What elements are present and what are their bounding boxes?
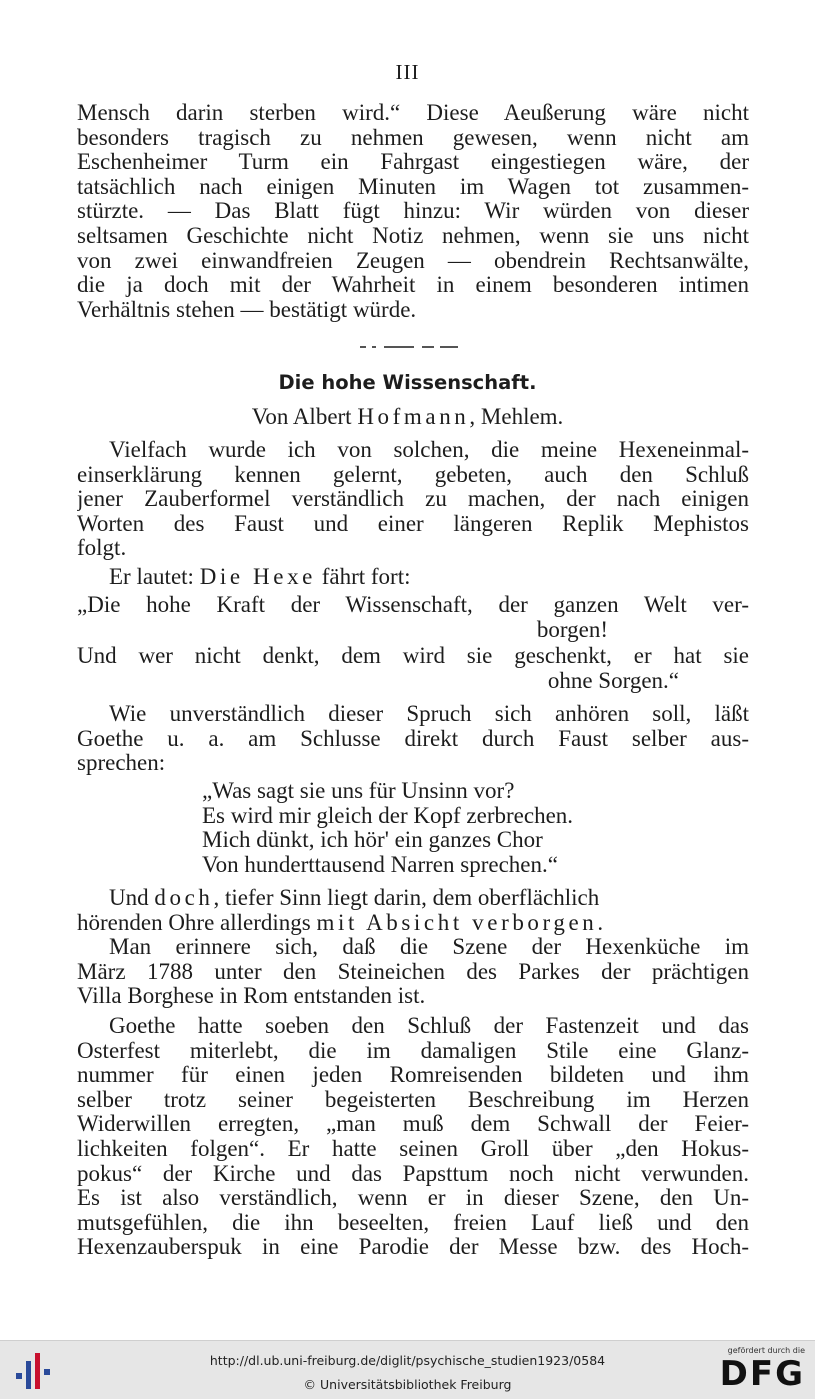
poem-line: „Was sagt sie uns für Unsinn vor?: [202, 778, 515, 803]
text-line: seltsamen Geschichte nicht Notiz nehmen, wenn sie uns nicht: [77, 223, 749, 248]
para2-prefix: Er lautet:: [109, 564, 194, 589]
text-line: Goethe hatte soeben den Schluß der Fastenzeit und das: [109, 1014, 749, 1038]
poem-line: Mich dünkt, ich hör' ein ganzes Chor: [202, 827, 543, 853]
para4-spaced: doch: [154, 885, 214, 910]
text-line: nummer für einen jeden Romreisenden bildeten und ihm: [77, 1063, 749, 1088]
text-line: Osterfest miterlebt, die im damaligen Stile eine Glanz-: [77, 1038, 749, 1063]
article-title: Die hohe Wissenschaft.: [278, 371, 537, 394]
text-line: Goethe u. a. am Schlusse direkt durch Faust selber aus-: [77, 726, 749, 751]
quote-line: „Die hohe Kraft der Wissenschaft, der ganzen Welt ver-: [77, 593, 749, 617]
text-line: folgt.: [77, 535, 127, 561]
viewer-footer: [0, 1340, 815, 1399]
text-line: Verhältnis stehen — bestätigt würde.: [77, 296, 417, 322]
quote-block: [77, 593, 749, 693]
article-byline: [0, 404, 815, 430]
paragraph-2: [77, 565, 749, 590]
para4-suffix: , tiefer Sinn liegt darin, dem oberflächlich: [213, 885, 600, 910]
section-divider: [360, 346, 470, 349]
text-line: Vielfach wurde ich von solchen, die meine Hexeneinmal-: [109, 438, 749, 462]
paragraph-5: [77, 935, 749, 1009]
text-line: März 1788 unter den Steineichen des Parkes der prächtigen: [77, 959, 749, 984]
para2-suffix: fährt fort:: [321, 564, 411, 589]
text-line: tatsächlich nach einigen Minuten im Wagen tot zusammen-: [77, 174, 749, 199]
quote-line: ohne Sorgen.“: [547, 667, 679, 693]
poem-line: Es wird mir gleich der Kopf zerbrechen.: [202, 802, 574, 828]
text-line: von zwei einwandfreien Zeugen — obendrein Rechtsanwälte,: [77, 248, 749, 273]
text-line: stürzte. — Das Blatt fügt hinzu: Wir würden von dieser: [77, 199, 749, 224]
dfg-logo[interactable]: DFG: [719, 1354, 805, 1394]
byline-author-name: Hofmann: [357, 404, 470, 429]
text-line: lichkeiten folgen“. Er hatte seinen Groll über „den Hokus-: [77, 1136, 749, 1161]
text-line: Mensch darin sterben wird.“ Diese Aeußerung wäre nicht: [77, 101, 749, 125]
text-line: Hexenzauberspuk in eine Parodie der Messe bzw. des Hoch-: [77, 1235, 749, 1260]
byline-suffix: , Mehlem.: [469, 404, 564, 429]
text-line: Worten des Faust und einer längeren Replik Mephistos: [77, 511, 749, 536]
dfg-tagline: gefördert durch die: [727, 1346, 805, 1355]
text-line: Widerwillen erregten, „man muß dem Schwall der Feier-: [77, 1112, 749, 1137]
copyright-text: © Universitätsbibliothek Freiburg: [303, 1377, 512, 1392]
para4-l2-spaced: mit Absicht verborgen: [316, 909, 598, 935]
goethe-poem: [202, 779, 702, 877]
para4-l2-suffix: .: [597, 909, 604, 935]
paragraph-1: [77, 438, 749, 561]
quote-line: borgen!: [536, 616, 608, 642]
text-line: Eschenheimer Turm ein Fahrgast eingestiegen wäre, der: [77, 150, 749, 175]
para4-l2-prefix: hörenden Ohre allerdings: [77, 909, 311, 935]
page-number: III: [395, 60, 420, 84]
text-line: mutsgefühlen, die ihn beseelten, freien Lauf ließ und den: [77, 1210, 749, 1235]
text-line: einserklärung kennen gelernt, gebeten, auch den Schluß: [77, 462, 749, 487]
text-line: [77, 886, 749, 911]
para2-spaced: Die Hexe: [199, 564, 316, 589]
paragraph-4: [77, 886, 749, 935]
top-paragraph: [77, 101, 749, 322]
quote-line: Und wer nicht denkt, dem wird sie geschenkt, er hat sie: [77, 644, 749, 669]
text-line: selber trotz seiner begeisterten Beschreibung im Herzen: [77, 1087, 749, 1112]
permalink-url[interactable]: http://dl.ub.uni-freiburg.de/diglit/psychische_studien1923/0584: [209, 1353, 606, 1368]
text-line: die ja doch mit der Wahrheit in einem besonderen intimen: [77, 273, 749, 298]
poem-line: Von hunderttausend Narren sprechen.“: [202, 851, 558, 877]
text-line: Man erinnere sich, daß die Szene der Hexenküche im: [109, 935, 749, 959]
text-line: besonders tragisch zu nehmen gewesen, wenn nicht am: [77, 125, 749, 150]
text-line: Es ist also verständlich, wenn er in dieser Szene, den Un-: [77, 1186, 749, 1211]
text-line: [77, 565, 749, 590]
text-line: Villa Borghese in Rom entstanden ist.: [77, 983, 426, 1009]
text-line: [77, 911, 749, 936]
text-line: pokus“ der Kirche und das Papsttum noch nicht verwunden.: [77, 1161, 749, 1186]
byline-prefix: Von Albert: [251, 404, 352, 429]
text-line: sprechen:: [77, 750, 166, 776]
paragraph-6: [77, 1014, 749, 1260]
text-line: jener Zauberformel verständlich zu machen, der nach einigen: [77, 487, 749, 512]
text-line: Wie unverständlich dieser Spruch sich anhören soll, läßt: [109, 702, 749, 726]
paragraph-3: [77, 702, 749, 776]
para4-prefix: Und: [109, 885, 149, 910]
